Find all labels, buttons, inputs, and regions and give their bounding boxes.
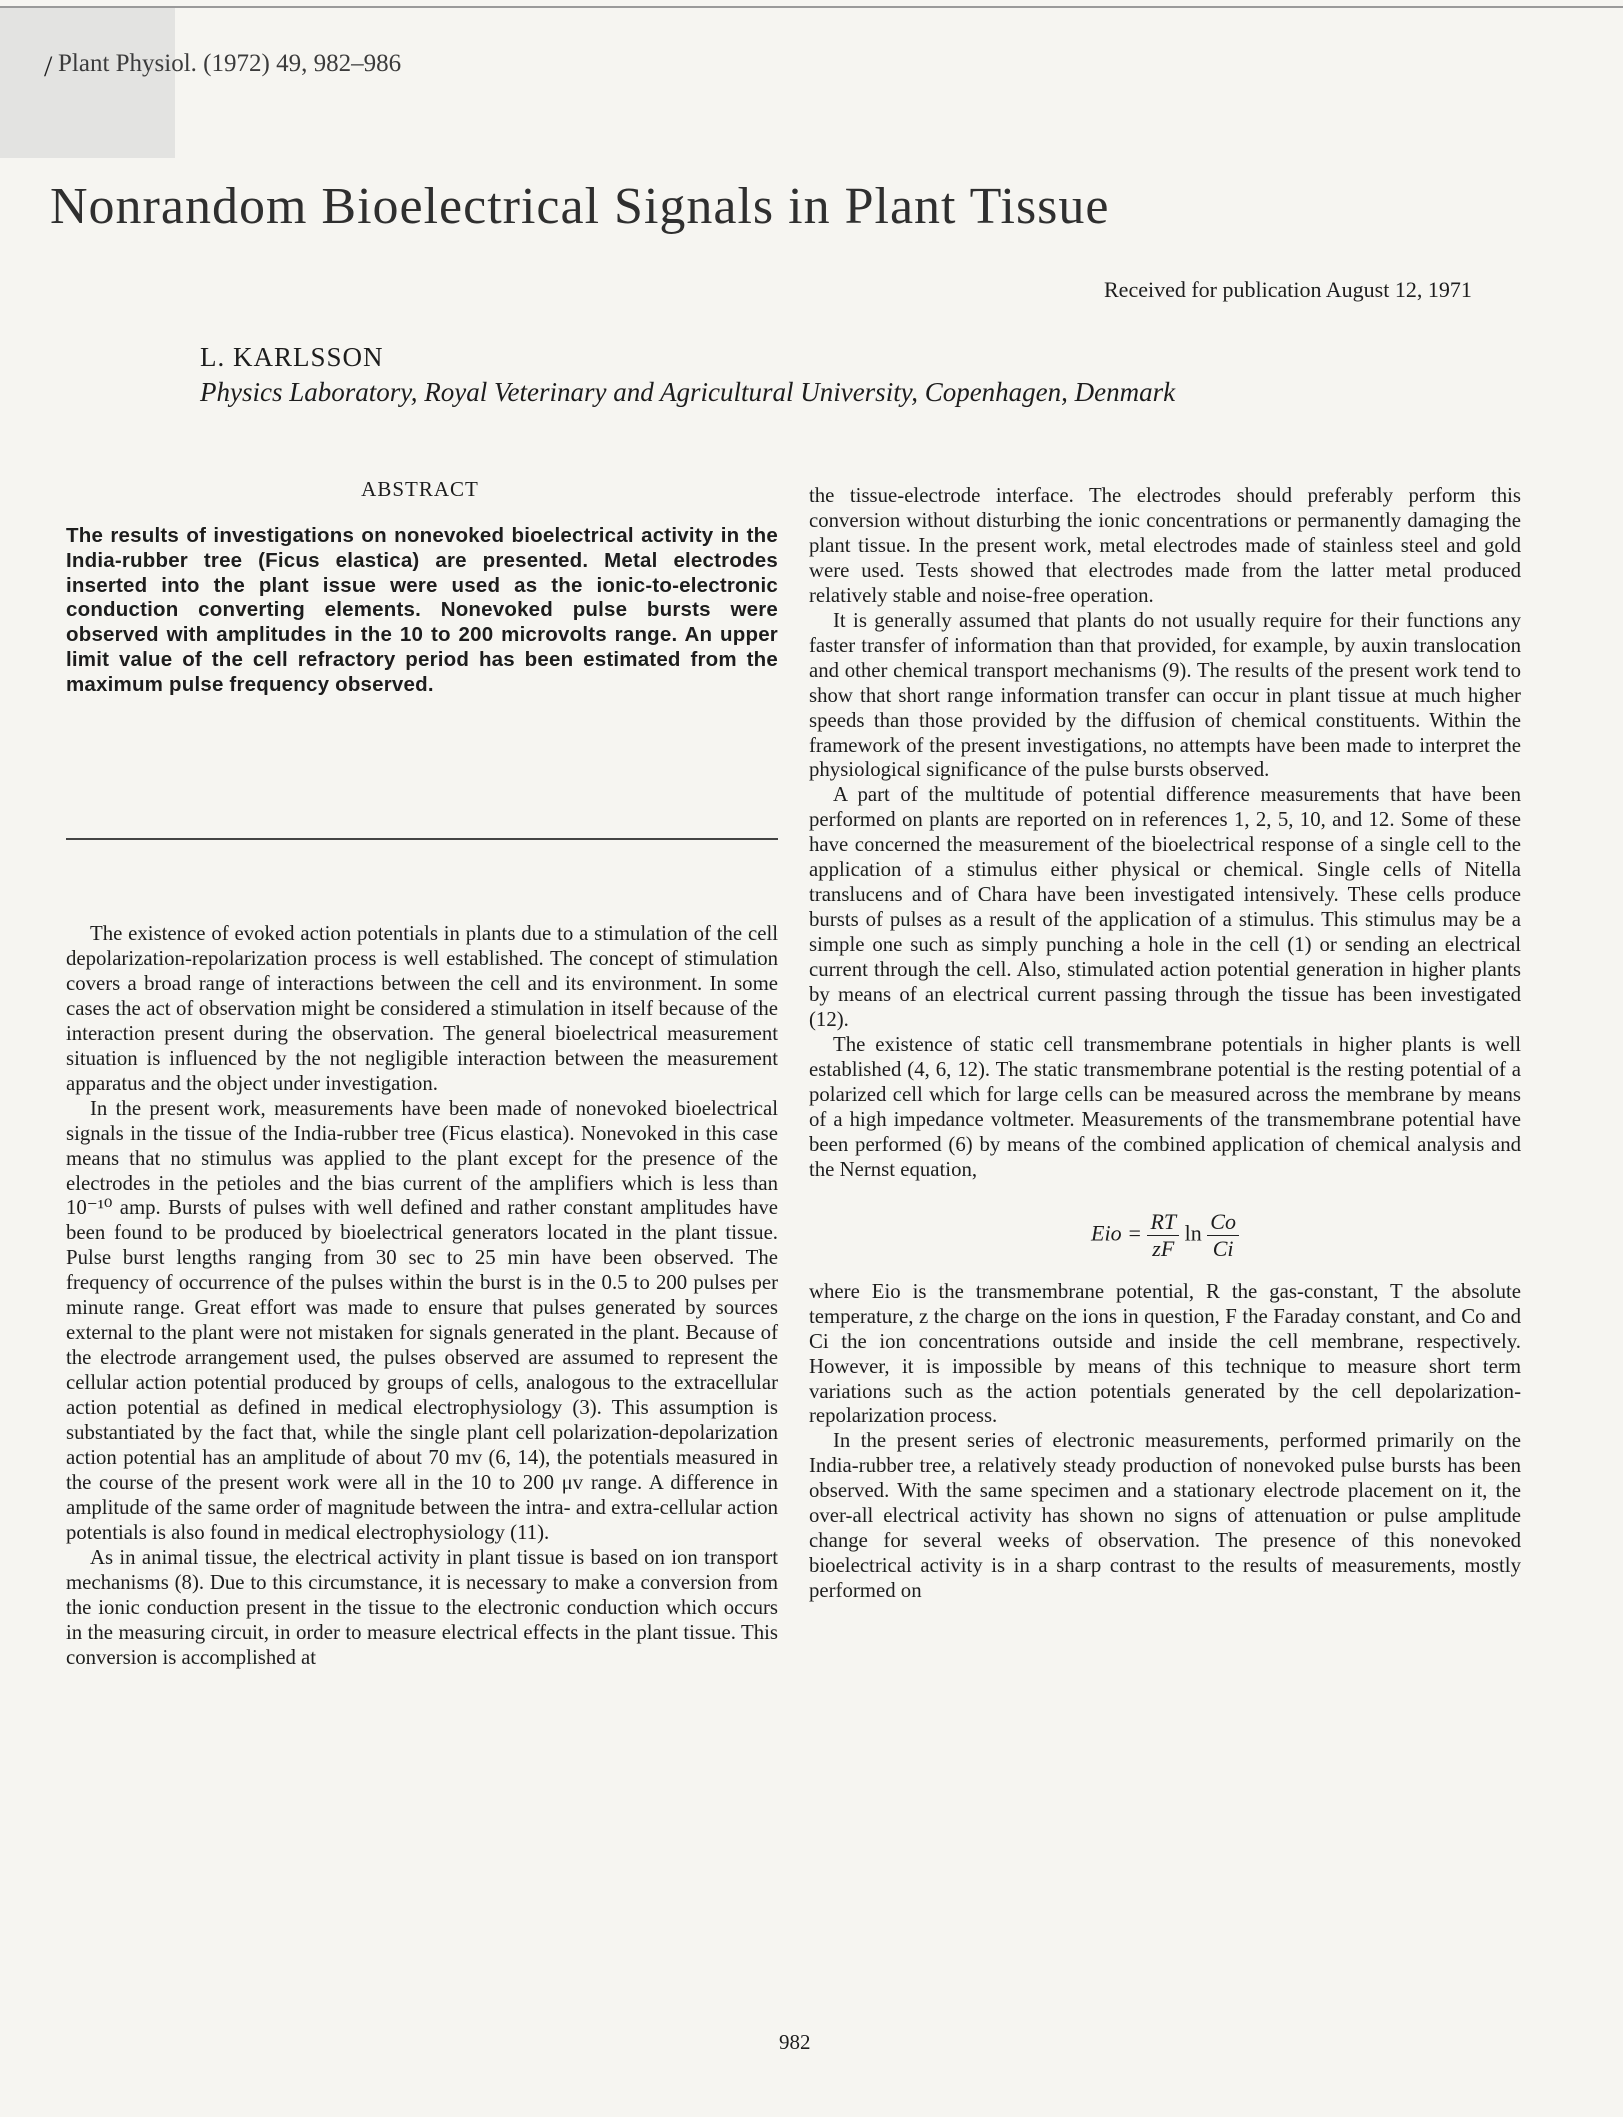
fraction-co-ci [1207,1209,1239,1262]
article-title: Nonrandom Bioelectrical Signals in Plant Tissue [50,178,1110,235]
received-date: Received for publication August 12, 1971 [1104,277,1472,302]
fraction-rt-zf [1147,1209,1179,1262]
equation-ln: ln [1184,1220,1202,1246]
fraction-numerator: RT [1147,1209,1179,1236]
equation-lhs: Eio = [1091,1220,1142,1246]
abstract-heading: ABSTRACT [361,477,479,501]
fraction-denominator: Ci [1212,1235,1234,1261]
left-column [66,922,778,1671]
fraction-denominator: zF [1152,1235,1175,1261]
paragraph: where Eio is the transmembrane potential, R the gas-constant, T the absolute temperature, z the charge on the ions in question, F the Faraday constant, and Co and Ci the ion concentrations outside and inside the cell membrane, respectively. However, it is impossible by means of this technique to measure short term variations such as the action potentials generated by the cell depolarization-repolarization process. [809,1279,1521,1428]
paragraph: The existence of static cell transmembrane potentials in higher plants is well established (4, 6, 12). The static transmembrane potential is the resting potential of a polarized cell which for large cells can be measured across the membrane by means of a high impedance voltmeter. Measurements of the transmembrane potential have been performed (6) by means of the combined application of chemical analysis and the Nernst equation, [809,1032,1521,1181]
journal-reference: Plant Physiol. (1972) 49, 982–986 [58,50,402,77]
scan-top-border [0,6,1623,8]
right-column [809,484,1521,1604]
paragraph: It is generally assumed that plants do not usually require for their functions any faster transfer of information than that provided, for example, by auxin translocation and other chemical transport mechanisms (9). The results of the present work tend to show that short range information transfer can occur in plant tissue at much higher speeds than those provided by the diffusion of chemical constituents. Within the framework of the present investigations, no attempts have been made to interpret the physiological significance of the pulse bursts observed. [809,608,1521,782]
abstract-divider [66,838,778,840]
page-number: 982 [779,2030,811,2054]
paragraph: In the present work, measurements have been made of nonevoked bioelectrical signals in the tissue of the India-rubber tree (Ficus elastica). Nonevoked in this case means that no stimulus was applied to the plant except for the presence of the electrodes in the petioles and the bias current of the amplifiers which is less than 10⁻¹⁰ amp. Bursts of pulses with well defined and rather constant amplitudes have been found to be produced by bioelectrical generators located in the plant tissue. Pulse burst lengths ranging from 30 sec to 25 min have been observed. The frequency of occurrence of the pulses within the burst is in the 0.5 to 200 pulses per minute range. Great effort was made to ensure that pulses generated by sources external to the plant were not mistaken for signals generated in the plant. Because of the electrode arrangement used, the pulses observed are assumed to represent the cellular action potential produced by groups of cells, analogous to the extracellular action potential as defined in medical electrophysiology (3). This assumption is substantiated by the fact that, while the single plant cell polarization-depolarization action potential has an amplitude of about 70 mv (6, 14), the potentials measured in the course of the present work were all in the 10 to 200 μv range. A difference in amplitude of the same order of magnitude between the intra- and extra-cellular action potentials is also found in medical electrophysiology (11). [66,1096,778,1544]
scan-shading [0,8,175,158]
paragraph: the tissue-electrode interface. The electrodes should preferably perform this conversion without disturbing the ionic concentrations or permanently damaging the plant tissue. In the present work, metal electrodes made of stainless steel and gold were used. Tests showed that electrodes made from the latter metal produced relatively stable and noise-free operation. [809,484,1521,607]
paragraph: The existence of evoked action potentials in plants due to a stimulation of the cell depolarization-repolarization process is well established. The concept of stimulation covers a broad range of interactions between the cell and its environment. In some cases the act of observation might be considered a stimulation in itself because of the interaction present during the observation. The general bioelectrical measurement situation is influenced by the not negligible interaction between the measurement apparatus and the object under investigation. [66,922,778,1095]
abstract-text: The results of investigations on nonevoked bioelectrical activity in the India-rubber tree (Ficus elastica) are presented. Metal electrodes inserted into the plant issue were used as the ionic-to-electronic conduction converting elements. Nonevoked pulse bursts were observed with amplitudes in the 10 to 200 microvolts range. An upper limit value of the cell refractory period has been estimated from the maximum pulse frequency observed. [66,524,778,696]
author-affiliation: Physics Laboratory, Royal Veterinary and Agricultural University, Copenhagen, Denmark [200,377,1176,407]
paragraph: A part of the multitude of potential difference measurements that have been performed on plants are reported on in references 1, 2, 5, 10, and 12. Some of these have concerned the measurement of the bioelectrical response of a single cell to the application of a stimulus either physical or chemical. Single cells of Nitella translucens and of Chara have been investigated intensively. These cells produce bursts of pulses as a result of the application of a stimulus. This stimulus may be a simple one such as simply punching a hole in the cell (1) or sending an electrical current through the cell. Also, stimulated action potential generation in higher plants by means of an electrical current passing through the tissue has been investigated (12). [809,783,1521,1032]
fraction-numerator: Co [1207,1209,1239,1236]
nernst-equation [809,1209,1521,1262]
paragraph: In the present series of electronic measurements, performed primarily on the India-rubber tree, a relatively steady production of nonevoked pulse bursts has been observed. With the same specimen and a stationary electrode placement on it, the over-all electrical activity has shown no signs of attenuation or pulse amplitude change for several weeks of observation. The presence of this nonevoked bioelectrical activity is in a sharp contrast to the results of measurements, mostly performed on [809,1429,1521,1603]
paragraph: As in animal tissue, the electrical activity in plant tissue is based on ion transport mechanisms (8). Due to this circumstance, it is necessary to make a conversion from the ionic conduction present in the tissue to the electronic conduction which occurs in the measuring circuit, in order to measure electrical effects in the plant tissue. This conversion is accomplished at [66,1545,778,1669]
author-name: L. KARLSSON [200,342,384,372]
handwritten-slash-mark: / [44,50,53,83]
